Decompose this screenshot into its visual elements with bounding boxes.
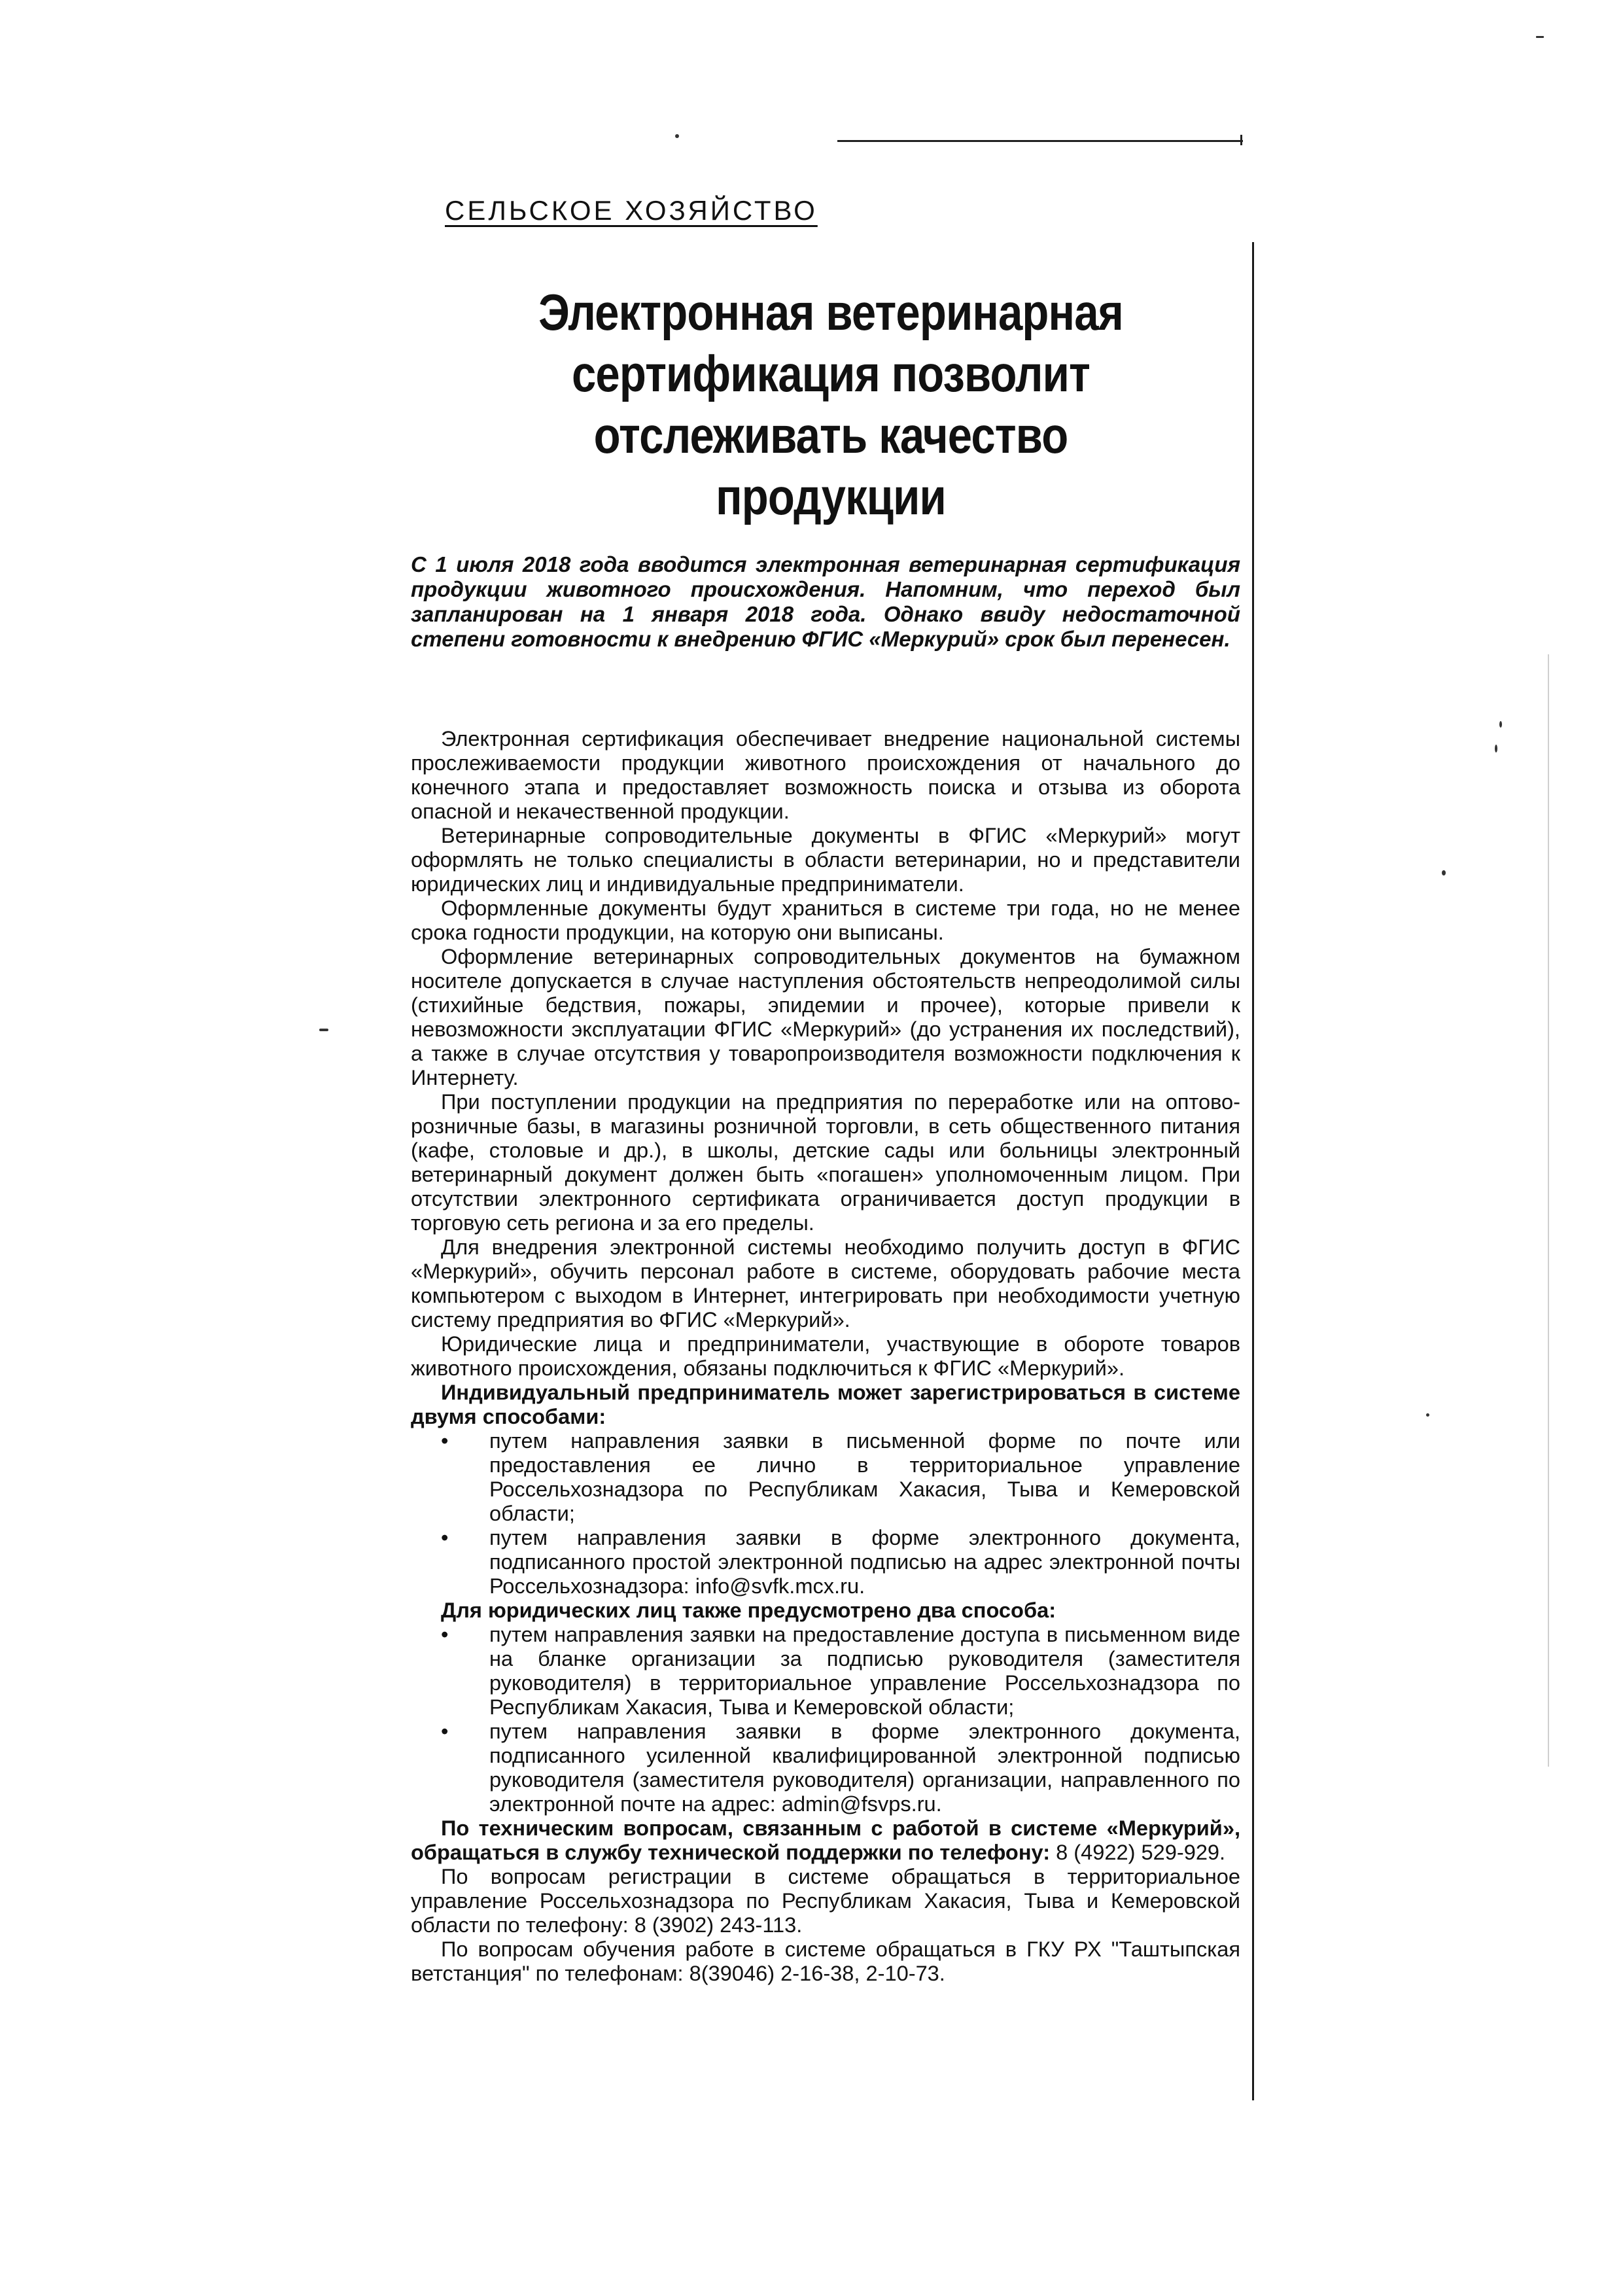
bullet-icon: • [441, 1719, 449, 1743]
scan-speck [675, 134, 679, 138]
headline-line: отслеживать качество продукции [593, 406, 1068, 525]
list-item [411, 1622, 1240, 1719]
tech-support-phone: 8 (4922) 529-929. [1050, 1840, 1226, 1864]
paragraph: Оформление ветеринарных сопроводительных документов на бумажном носителе допускается в случае наступления обстоятельств непреодолимой силы (стихийные бедствия, пожары, эпидемии и прочее), которые привели к невозможности эксплуатации ФГИС «Меркурий» (до устранения их последствий), а также в случае отсутствия у товаропроизводителя возможности подключения к Интернету. [411, 944, 1240, 1089]
scan-speck [1442, 870, 1446, 875]
paragraph: При поступлении продукции на предприятия по переработке или на оптово-розничные базы, в магазины розничной торговли, в сеть общественного питания (кафе, столовые и др.), в школы, детские сады или больницы электронный ветеринарный документ должен быть «погашен» уполномоченным лицом. При отсутствии электронного сертификата ограничивается доступ продукции в торговую сеть региона и за его пределы. [411, 1089, 1240, 1235]
paragraph: По вопросам обучения работе в системе обращаться в ГКУ РХ "Таштыпская ветстанция" по телефонам: 8(39046) 2-16-38, 2-10-73. [411, 1937, 1240, 1985]
scan-edge-line [837, 140, 1243, 142]
tech-support-text: По техническим вопросам, связанным с работой в системе «Меркурий», обращаться в службу технической поддержки по телефону: [411, 1816, 1240, 1864]
paragraph: Ветеринарные сопроводительные документы в ФГИС «Меркурий» могут оформлять не только специалисты в области ветеринарии, но и представители юридических лиц и индивидуальные предприниматели. [411, 823, 1240, 896]
section-rubric: СЕЛЬСКОЕ ХОЗЯЙСТВО [445, 195, 818, 226]
headline-line: Электронная ветеринарная [538, 283, 1123, 341]
list-item [411, 1428, 1240, 1525]
column-rule [1252, 242, 1254, 2100]
scan-speck [1495, 745, 1497, 752]
scan-speck [1499, 721, 1502, 728]
headline-line: сертификация позволит [571, 345, 1091, 402]
paragraph: Юридические лица и предприниматели, участвующие в обороте товаров животного происхождения, обязаны подключиться к ФГИС «Меркурий». [411, 1332, 1240, 1380]
bullet-icon: • [441, 1622, 449, 1646]
legal-entities-list [411, 1622, 1240, 1816]
tech-support-paragraph [411, 1816, 1240, 1864]
paragraph: Оформленные документы будут храниться в системе три года, но не менее срока годности продукции, на которую они выписаны. [411, 896, 1240, 944]
article-headline [487, 281, 1174, 527]
bullet-icon: • [441, 1428, 449, 1453]
list-item-text: путем направления заявки в форме электронного документа, подписанного простой электронной подписью на адрес электронной почты Россельхознадзора: info@svfk.mcx.ru. [489, 1525, 1240, 1598]
legal-entities-heading: Для юридических лиц также предусмотрено два способа: [441, 1598, 1056, 1622]
list-item-text: путем направления заявки в форме электронного документа, подписанного усиленной квалифицированной электронной подписью руководителя (заместителя руководителя) организации, направленного по электронной почте на адрес: admin@fsvps.ru. [489, 1719, 1240, 1816]
scan-shadow-line [1548, 654, 1549, 1767]
bullet-icon: • [441, 1525, 449, 1549]
article-body [411, 726, 1240, 1985]
scan-edge-tick [1240, 135, 1242, 145]
scan-speck [319, 1029, 328, 1031]
scan-speck [1536, 36, 1544, 38]
list-item-text: путем направления заявки на предоставление доступа в письменном виде на бланке организации за подписью руководителя (заместителя руководителя) в территориальное управление Россельхознадзора по Республикам Хакасия, Тыва и Кемеровской области; [489, 1622, 1240, 1719]
paragraph: Электронная сертификация обеспечивает внедрение национальной системы прослеживаемости продукции животного происхождения от начального до конечного этапа и предоставляет возможность поиска и отзыва из оборота опасной и некачественной продукции. [411, 726, 1240, 823]
ip-heading: Индивидуальный предприниматель может зарегистрироваться в системе двумя способами: [411, 1380, 1240, 1428]
paragraph: Для внедрения электронной системы необходимо получить доступ в ФГИС «Меркурий», обучить персонал работе в системе, оборудовать рабочие места компьютером с выходом в Интернет, интегрировать при необходимости учетную систему предприятия во ФГИС «Меркурий». [411, 1235, 1240, 1332]
list-item [411, 1525, 1240, 1598]
ip-list [411, 1428, 1240, 1598]
scan-speck [1426, 1413, 1429, 1417]
list-item [411, 1719, 1240, 1816]
paragraph: По вопросам регистрации в системе обращаться в территориальное управление Россельхознадзора по Республикам Хакасия, Тыва и Кемеровской области по телефону: 8 (3902) 243-113. [411, 1864, 1240, 1937]
list-item-text: путем направления заявки в письменной форме по почте или предоставления ее лично в территориальное управление Россельхознадзора по Республикам Хакасия, Тыва и Кемеровской области; [489, 1428, 1240, 1525]
article-lead: С 1 июля 2018 года вводится электронная ветеринарная сертификация продукции животного происхождения. Напомним, что переход был запланирован на 1 января 2018 года. Однако ввиду недостаточной степени готовности к внедрению ФГИС «Меркурий» срок был перенесен. [411, 552, 1240, 651]
